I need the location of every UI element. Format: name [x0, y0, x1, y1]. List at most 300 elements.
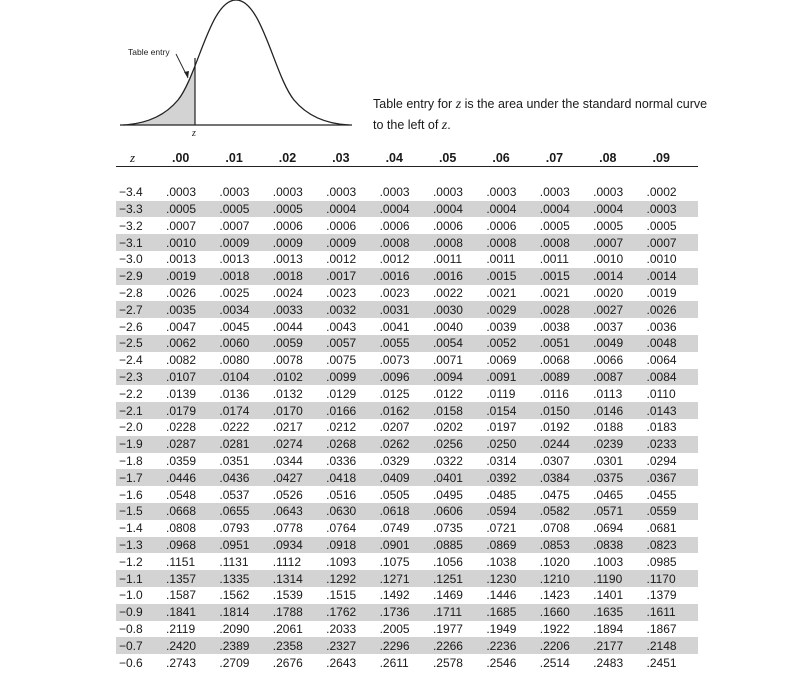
table-cell: .0113 [593, 386, 623, 401]
table-cell: .2148 [645, 637, 698, 654]
table-cell: .0030 [431, 301, 484, 318]
table-cell: .0008 [484, 234, 537, 251]
table-cell: .0004 [324, 201, 377, 218]
table-body [116, 167, 698, 671]
table-cell: .0102 [271, 369, 324, 386]
table-cell: .0010 [646, 252, 677, 267]
table-cell: .0015 [484, 268, 537, 285]
table-row [116, 537, 698, 554]
table-cell: .1251 [431, 570, 484, 587]
table-cell: .0007 [166, 218, 197, 233]
table-cell: .2676 [272, 655, 303, 670]
table-cell: .2236 [484, 637, 537, 654]
table-cell: .0006 [432, 218, 463, 233]
table-row [116, 604, 698, 621]
normal-curve-figure [118, 0, 358, 140]
table-cell: .2578 [432, 655, 463, 670]
table-cell: .0010 [164, 234, 217, 251]
table-cell: .0239 [591, 436, 644, 453]
table-cell: .0146 [591, 402, 644, 419]
table-cell: .1788 [271, 604, 324, 621]
table-cell: .0158 [431, 402, 484, 419]
table-cell: .0028 [538, 301, 591, 318]
table-row [116, 268, 698, 285]
z-value: −1.2 [119, 554, 143, 569]
table-cell: .2061 [272, 621, 303, 636]
table-cell: .1587 [166, 588, 197, 603]
table-cell: .0006 [272, 218, 303, 233]
table-cell: .0268 [324, 436, 377, 453]
table-cell: .0329 [379, 453, 410, 468]
z-value: −2.6 [119, 319, 143, 334]
table-cell: .0129 [326, 386, 357, 401]
z-value: −1.0 [119, 588, 143, 603]
table-cell: .2206 [538, 637, 591, 654]
table-cell: .0057 [324, 335, 377, 352]
table-cell: .0003 [166, 185, 197, 200]
table-cell: .0392 [484, 469, 537, 486]
table-cell: .0594 [484, 503, 537, 520]
table-cell: .0004 [431, 201, 484, 218]
table-cell: .0011 [539, 252, 569, 267]
z-value: −2.0 [119, 420, 143, 435]
table-cell: .0154 [484, 402, 537, 419]
table-cell: .0694 [593, 521, 624, 536]
table-cell: .0869 [484, 537, 537, 554]
table-cell: .0006 [486, 218, 517, 233]
column-header: .06 [484, 150, 537, 167]
caption: Table entry for z is the area under the standard normal curve to the left of z. [373, 97, 708, 133]
table-cell: .0823 [645, 537, 698, 554]
table-cell: .0668 [164, 503, 217, 520]
table-cell: .0495 [432, 487, 463, 502]
column-header: .03 [324, 150, 377, 167]
table-cell: .0047 [166, 319, 197, 334]
table-cell: .2177 [591, 637, 644, 654]
column-header: .09 [645, 150, 698, 167]
table-cell: .0274 [271, 436, 324, 453]
table-cell: .0073 [379, 353, 410, 368]
table-row [116, 285, 698, 302]
table-cell: .2709 [219, 655, 250, 670]
table-cell: .2451 [646, 655, 677, 670]
table-cell: .1379 [646, 588, 677, 603]
table-cell: .0059 [271, 335, 324, 352]
table-row [116, 184, 698, 201]
table-cell: .0008 [538, 234, 591, 251]
table-cell: .0006 [379, 218, 410, 233]
table-cell: .1949 [486, 621, 517, 636]
table-cell: .0036 [646, 319, 677, 334]
z-value: −1.1 [116, 570, 164, 587]
column-header: .02 [271, 150, 324, 167]
table-cell: .0052 [484, 335, 537, 352]
table-cell: .0007 [645, 234, 698, 251]
table-cell: .0021 [539, 285, 570, 300]
table-cell: .2005 [379, 621, 410, 636]
table-cell: .0026 [645, 301, 698, 318]
table-cell: .0262 [378, 436, 431, 453]
table-cell: .0003 [432, 185, 463, 200]
table-cell: .0080 [219, 353, 250, 368]
column-header: .05 [431, 150, 484, 167]
table-cell: .0367 [645, 469, 698, 486]
table-cell: .1131 [219, 554, 249, 569]
table-cell: .0018 [217, 268, 270, 285]
table-cell: .1611 [645, 604, 698, 621]
table-cell: .0793 [219, 521, 250, 536]
table-cell: .0022 [432, 285, 463, 300]
table-cell: .1020 [539, 554, 570, 569]
table-cell: .0094 [431, 369, 484, 386]
table-cell: .0034 [217, 301, 270, 318]
table-cell: .0582 [538, 503, 591, 520]
table-cell: .0233 [645, 436, 698, 453]
table-cell: .0012 [326, 252, 357, 267]
z-value: −3.3 [116, 201, 164, 218]
table-cell: .1841 [164, 604, 217, 621]
table-cell: .0505 [379, 487, 410, 502]
table-row [116, 654, 698, 671]
table-cell: .1271 [378, 570, 431, 587]
table-cell: .0002 [646, 185, 677, 200]
table-cell: .1357 [164, 570, 217, 587]
table-cell: .0179 [164, 402, 217, 419]
table-cell: .0418 [324, 469, 377, 486]
table-cell: .0003 [272, 185, 303, 200]
table-cell: .0918 [324, 537, 377, 554]
table-cell: .0968 [164, 537, 217, 554]
table-cell: .0019 [646, 285, 677, 300]
table-cell: .1210 [538, 570, 591, 587]
table-cell: .0764 [326, 521, 357, 536]
table-cell: .0023 [379, 285, 410, 300]
table-cell: .0119 [486, 386, 516, 401]
table-cell: .0559 [645, 503, 698, 520]
table-cell: .0026 [166, 285, 197, 300]
table-row [116, 503, 698, 520]
table-cell: .0401 [431, 469, 484, 486]
table-cell: .0014 [591, 268, 644, 285]
table-cell: .0281 [217, 436, 270, 453]
table-cell: .0107 [164, 369, 217, 386]
table-cell: .0023 [326, 285, 357, 300]
table-cell: .0051 [538, 335, 591, 352]
table-cell: .1170 [645, 570, 698, 587]
table-cell: .0526 [272, 487, 303, 502]
z-value: −1.7 [116, 469, 164, 486]
table-cell: .0048 [645, 335, 698, 352]
table-cell: .0110 [646, 386, 676, 401]
table-cell: .0228 [166, 420, 197, 435]
table-cell: .0025 [219, 285, 250, 300]
table-cell: .0162 [378, 402, 431, 419]
table-cell: .0244 [538, 436, 591, 453]
table-cell: .1685 [484, 604, 537, 621]
z-axis-label: z [192, 128, 196, 139]
table-cell: .1762 [324, 604, 377, 621]
table-cell: .0104 [217, 369, 270, 386]
z-value: −1.3 [116, 537, 164, 554]
table-row [116, 234, 698, 251]
table-cell: .0017 [324, 268, 377, 285]
table-cell: .0068 [539, 353, 570, 368]
z-value: −2.4 [119, 353, 143, 368]
table-cell: .0838 [591, 537, 644, 554]
table-cell: .0618 [378, 503, 431, 520]
z-value: −2.1 [116, 402, 164, 419]
table-cell: .0005 [593, 218, 624, 233]
table-cell: .1469 [432, 588, 463, 603]
table-cell: .0778 [272, 521, 303, 536]
table-entry-label: Table entry [128, 47, 170, 57]
table-cell: .0099 [324, 369, 377, 386]
z-value: −2.2 [119, 386, 143, 401]
table-cell: .2389 [217, 637, 270, 654]
table-cell: .0003 [645, 201, 698, 218]
z-value: −1.8 [119, 453, 143, 468]
table-cell: .0062 [164, 335, 217, 352]
table-cell: .0060 [217, 335, 270, 352]
z-value: −2.3 [116, 369, 164, 386]
table-cell: .0003 [219, 185, 250, 200]
table-cell: .0571 [591, 503, 644, 520]
table-cell: .0222 [219, 420, 250, 435]
table-cell: .1151 [166, 554, 196, 569]
table-cell: .1075 [379, 554, 410, 569]
table-cell: .0003 [593, 185, 624, 200]
table-cell: .0011 [432, 252, 463, 267]
table-cell: .1003 [593, 554, 624, 569]
table-row [116, 419, 698, 436]
table-cell: .0039 [486, 319, 517, 334]
table-cell: .0078 [272, 353, 303, 368]
table-row [116, 587, 698, 604]
table-cell: .0091 [484, 369, 537, 386]
table-cell: .0427 [271, 469, 324, 486]
table-row [116, 251, 698, 268]
table-cell: .0003 [326, 185, 357, 200]
table-cell: .0202 [432, 420, 463, 435]
z-value: −2.5 [116, 335, 164, 352]
table-cell: .1736 [378, 604, 431, 621]
table-row [116, 453, 698, 470]
table-cell: .0009 [324, 234, 377, 251]
table-cell: .0069 [486, 353, 517, 368]
table-cell: .1492 [379, 588, 410, 603]
table-cell: .0294 [646, 453, 677, 468]
z-value: −1.6 [119, 487, 143, 502]
table-row [116, 402, 698, 419]
table-cell: .0082 [166, 353, 197, 368]
table-cell: .0655 [217, 503, 270, 520]
table-cell: .0049 [591, 335, 644, 352]
table-cell: .2483 [593, 655, 624, 670]
table-cell: .0132 [272, 386, 303, 401]
table-cell: .0038 [539, 319, 570, 334]
table-cell: .0183 [646, 420, 677, 435]
table-cell: .0548 [166, 487, 197, 502]
table-cell: .2119 [166, 621, 196, 636]
table-cell: .0018 [271, 268, 324, 285]
table-cell: .0012 [379, 252, 410, 267]
table-cell: .0150 [538, 402, 591, 419]
table-row [116, 369, 698, 386]
table-row [116, 553, 698, 570]
table-cell: .0188 [593, 420, 624, 435]
table-cell: .0250 [484, 436, 537, 453]
table-cell: .0005 [271, 201, 324, 218]
table-cell: .0436 [217, 469, 270, 486]
table-row [116, 570, 698, 587]
table-cell: .2546 [486, 655, 517, 670]
table-cell: .0465 [593, 487, 624, 502]
table-cell: .0537 [219, 487, 250, 502]
table-cell: .0021 [486, 285, 517, 300]
table-cell: .2743 [166, 655, 197, 670]
table-cell: .0749 [379, 521, 410, 536]
table-cell: .0143 [645, 402, 698, 419]
leader-arrowhead [184, 71, 189, 78]
z-value: −0.6 [119, 655, 143, 670]
table-row [116, 301, 698, 318]
table-cell: .0027 [591, 301, 644, 318]
table-cell: .0071 [432, 353, 463, 368]
table-row [116, 621, 698, 638]
table-cell: .0174 [217, 402, 270, 419]
table-cell: .0015 [538, 268, 591, 285]
table-cell: .0013 [219, 252, 250, 267]
table-cell: .0020 [593, 285, 624, 300]
table-cell: .0087 [591, 369, 644, 386]
table-cell: .0301 [593, 453, 624, 468]
table-cell: .2514 [539, 655, 570, 670]
table-cell: .2358 [271, 637, 324, 654]
spacer-row [116, 167, 698, 184]
table-row [116, 486, 698, 503]
table-cell: .0409 [378, 469, 431, 486]
table-cell: .0005 [164, 201, 217, 218]
table-cell: .0089 [538, 369, 591, 386]
table-cell: .0446 [164, 469, 217, 486]
table-cell: .1711 [431, 604, 484, 621]
table-cell: .1539 [272, 588, 303, 603]
table-row [116, 217, 698, 234]
table-cell: .1635 [591, 604, 644, 621]
table-row [116, 335, 698, 352]
table-cell: .1446 [486, 588, 517, 603]
table-cell: .0139 [166, 386, 197, 401]
table-cell: .0009 [217, 234, 270, 251]
table-cell: .2296 [378, 637, 431, 654]
table-cell: .0351 [219, 453, 250, 468]
table-cell: .0010 [593, 252, 624, 267]
column-header: .04 [378, 150, 431, 167]
z-value: −0.9 [116, 604, 164, 621]
table-cell: .0005 [646, 218, 677, 233]
table-cell: .0033 [271, 301, 324, 318]
table-cell: .1093 [326, 554, 357, 569]
table-cell: .0004 [484, 201, 537, 218]
table-cell: .0808 [166, 521, 197, 536]
column-header: .01 [217, 150, 270, 167]
z-value: −1.4 [119, 521, 143, 536]
table-cell: .2090 [219, 621, 250, 636]
table-cell: .0003 [379, 185, 410, 200]
table-cell: .0336 [326, 453, 357, 468]
table-cell: .0005 [217, 201, 270, 218]
table-cell: .1056 [432, 554, 463, 569]
table-cell: .0064 [646, 353, 677, 368]
z-value: −3.1 [116, 234, 164, 251]
table-cell: .0853 [538, 537, 591, 554]
z-value: −3.2 [119, 218, 143, 233]
table-cell: .0256 [431, 436, 484, 453]
table-cell: .1562 [219, 588, 250, 603]
table-cell: .0007 [219, 218, 250, 233]
table-cell: .0314 [486, 453, 517, 468]
table-cell: .0004 [378, 201, 431, 218]
table-cell: .1292 [324, 570, 377, 587]
table-cell: .1922 [539, 621, 570, 636]
table-cell: .0003 [539, 185, 570, 200]
table-row [116, 385, 698, 402]
table-cell: .0013 [272, 252, 303, 267]
table-cell: .0004 [538, 201, 591, 218]
table-cell: .1977 [432, 621, 463, 636]
table-cell: .0344 [272, 453, 303, 468]
z-value: −2.8 [119, 285, 143, 300]
table-cell: .0031 [378, 301, 431, 318]
table-row [116, 201, 698, 218]
table-row [116, 520, 698, 537]
table-cell: .0014 [645, 268, 698, 285]
table-cell: .0004 [591, 201, 644, 218]
table-cell: .0125 [379, 386, 410, 401]
table-cell: .0041 [379, 319, 410, 334]
table-cell: .1230 [484, 570, 537, 587]
table-cell: .0475 [539, 487, 570, 502]
normal-curve [123, 0, 349, 125]
table-cell: .1660 [538, 604, 591, 621]
table-cell: .1112 [272, 554, 302, 569]
table-cell: .0170 [271, 402, 324, 419]
table-cell: .1515 [326, 588, 357, 603]
table-cell: .0721 [486, 521, 517, 536]
table-cell: .0951 [217, 537, 270, 554]
table-cell: .1401 [593, 588, 624, 603]
table-cell: .0037 [593, 319, 624, 334]
table-cell: .0055 [378, 335, 431, 352]
table-cell: .2643 [326, 655, 357, 670]
table-cell: .0901 [378, 537, 431, 554]
table-row [116, 436, 698, 453]
z-value: −1.5 [116, 503, 164, 520]
table-cell: .0166 [324, 402, 377, 419]
table-cell: .0007 [591, 234, 644, 251]
table-cell: .1423 [539, 588, 570, 603]
table-cell: .0359 [166, 453, 197, 468]
table-cell: .0116 [539, 386, 569, 401]
table-cell: .0096 [378, 369, 431, 386]
table-cell: .0681 [646, 521, 677, 536]
table-cell: .0006 [326, 218, 357, 233]
table-cell: .0885 [431, 537, 484, 554]
table-row [116, 637, 698, 654]
table-cell: .0024 [272, 285, 303, 300]
z-value: −3.0 [119, 252, 143, 267]
table-cell: .0003 [486, 185, 517, 200]
